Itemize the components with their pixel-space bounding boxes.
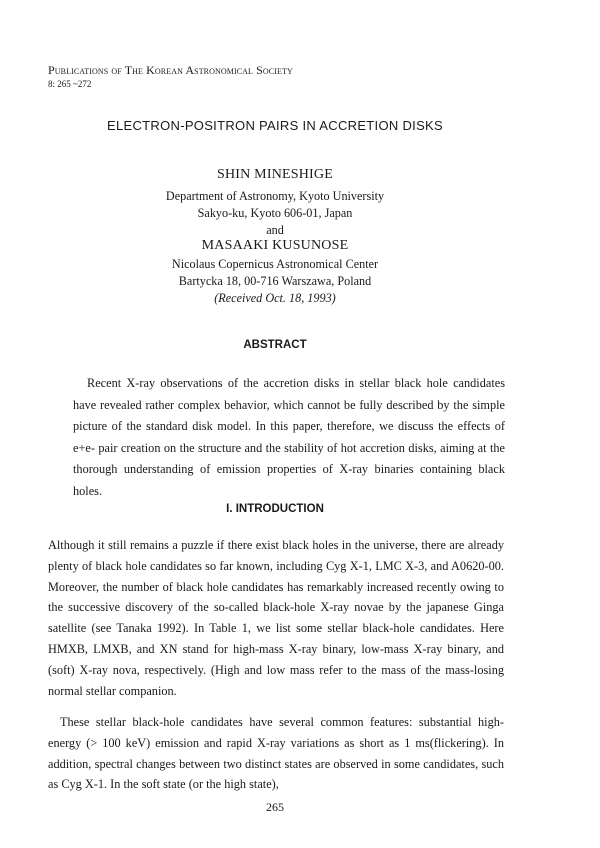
journal-pages: 8: 265 ~272 [48,79,92,89]
received-date: (Received Oct. 18, 1993) [214,291,336,305]
section-heading: I. INTRODUCTION [226,503,324,515]
paper-title: ELECTRON-POSITRON PAIRS IN ACCRETION DISKS [107,118,443,133]
page-number: 265 [266,800,284,814]
author-affiliation: Bartycka 18, 00-716 Warszawa, Poland [178,274,372,288]
author-separator: and [266,223,284,237]
body-paragraph: Although it still remains a puzzle if there exist black holes in the universe, there are already plenty of black hole candidates so far known, including Cyg X-1, LMC X-3, and A0620-00. Moreover, the number of black hole candidates has remarkably increased recently owing to the successive discovery of the so-called black-hole X-ray novae by the japanese Ginga satellite (see Tanaka 1992). In Table 1, we list some stellar black-hole candidates. Here HMXB, LMXB, and XN stand for high-mass X-ray binary, low-mass X-ray binary, and (soft) X-ray nova, respectively. (High and low mass refer to the mass of the mass-losing normal stellar companion. [48,538,504,698]
author-affiliation: Nicolaus Copernicus Astronomical Center [171,257,379,271]
abstract-heading: ABSTRACT [243,339,307,351]
author-name: SHIN MINESHIGE [217,167,333,182]
journal-name: Publications of The Korean Astronomical Society [48,63,293,77]
author-name: MASAAKI KUSUNOSE [201,238,349,253]
body-paragraph: These stellar black-hole candidates have several common features: substantial high-energy (> 100 keV) emission and rapid X-ray variations as short as 1 ms(flickering). In addition, spectral changes between two distinct states are observed in some candidates, such as Cyg X-1. In the soft state (or the high state), [48,715,504,792]
author-affiliation: Department of Astronomy, Kyoto University [165,189,385,203]
author-affiliation: Sakyo-ku, Kyoto 606-01, Japan [197,206,353,220]
abstract-text: Recent X-ray observations of the accretion disks in stellar black hole candidates have revealed rather complex behavior, which cannot be fully described by the simple picture of the standard disk model. In this paper, therefore, we discuss the effects of e+e- pair creation on the structure and the stability of hot accretion disks, aiming at the thorough understanding of emission properties of X-ray binaries containing black holes. [73,376,505,498]
